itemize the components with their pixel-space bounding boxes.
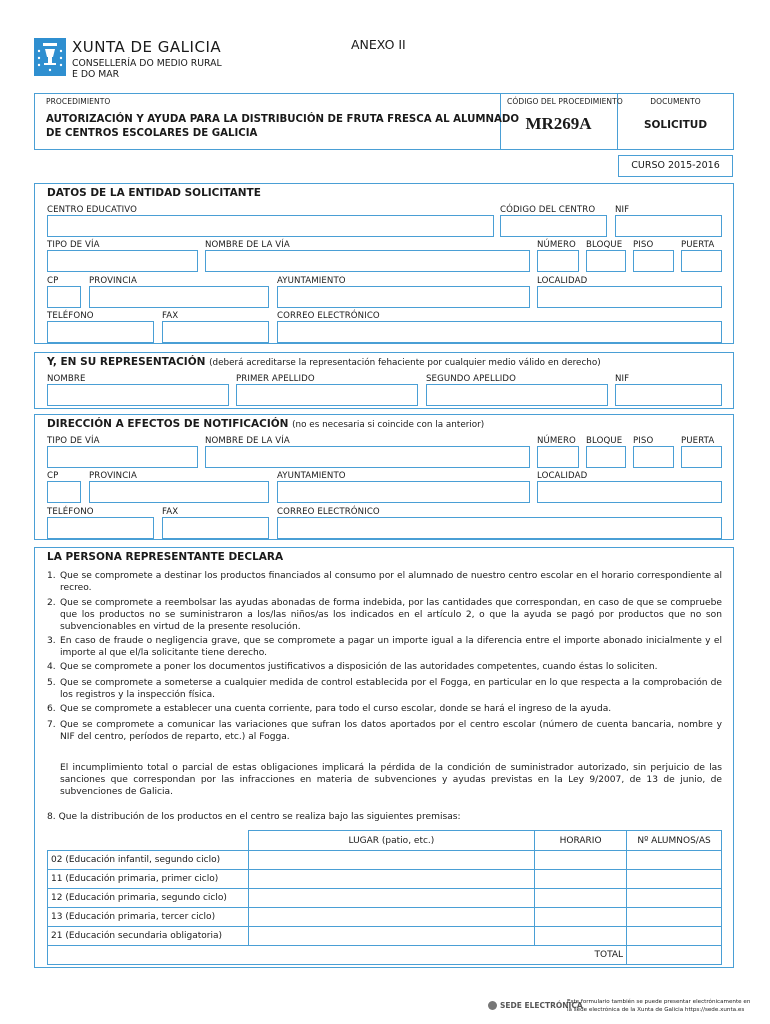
dept-line1: CONSELLERÍA DO MEDIO RURAL <box>72 58 222 69</box>
declaration-item-text: Que se compromete a poner los documentos justificativos a disposición de las autoridades competentes, cuando éstas lo soliciten. <box>60 662 658 672</box>
org-name: XUNTA DE GALICIA <box>72 38 222 56</box>
declaration-item-num: 4. <box>47 662 56 672</box>
telefono-input[interactable] <box>47 321 154 343</box>
n-correo-input[interactable] <box>277 517 722 539</box>
n-piso-input[interactable] <box>633 446 674 468</box>
declaration-item-4 <box>47 661 722 673</box>
horario-cell[interactable] <box>535 851 627 870</box>
row-label: 13 (Educación primaria, tercer ciclo) <box>48 908 249 927</box>
codigo-centro-input[interactable] <box>500 215 607 237</box>
course-label: CURSO 2015-2016 <box>631 160 720 171</box>
declaration-item-text: Que se compromete a reembolsar las ayudas abonadas de forma indebida, por las cantidades que correspondan, en caso de que se compruebe que los productos no se suministraron a los/las niños/as los indicados en el artículo 2, o que la ayuda se pagó por productos que no son subvencionables en virtud de la presente resolución. <box>60 598 722 633</box>
label-rep-apellido1: PRIMER APELLIDO <box>236 374 315 384</box>
declaration-item-num: 6. <box>47 704 56 714</box>
label-n-correo: CORREO ELECTRÓNICO <box>277 507 380 517</box>
label-rep-nombre: NOMBRE <box>47 374 86 384</box>
total-cell[interactable] <box>627 946 722 965</box>
label-n-tipo-via: TIPO DE VÍA <box>47 436 100 446</box>
rep-nombre-input[interactable] <box>47 384 229 406</box>
n-cp-input[interactable] <box>47 481 81 503</box>
label-cp: CP <box>47 276 59 286</box>
label-centro-educativo: CENTRO EDUCATIVO <box>47 205 137 215</box>
column-header-alumnos: Nº ALUMNOS/AS <box>627 831 722 851</box>
n-nombre-via-input[interactable] <box>205 446 530 468</box>
annex-title: ANEXO II <box>351 37 406 52</box>
declaration-item-6 <box>47 703 722 715</box>
declaration-item-num: 1. <box>47 571 56 581</box>
centro-educativo-input[interactable] <box>47 215 494 237</box>
declaration-item-num: 3. <box>47 636 56 646</box>
declaration-item-text: Que se compromete a someterse a cualquier medida de control establecida por el Fogga, en particular en lo que respecta a la comprobación de los registros y la inspección física. <box>60 678 722 701</box>
procedure-code-label: CÓDIGO DEL PROCEDIMIENTO <box>507 97 623 106</box>
document-label: DOCUMENTO <box>650 97 701 106</box>
footer-note-line2: la sede electrónica de la Xunta de Galicia https://sede.xunta.es <box>567 1007 745 1013</box>
provincia-input[interactable] <box>89 286 269 308</box>
representation-note: (deberá acreditarse la representación fehaciente por cualquier medio válido en derecho) <box>209 358 601 368</box>
lugar-cell[interactable] <box>248 908 534 927</box>
label-n-fax: FAX <box>162 507 179 517</box>
n-tipo-via-input[interactable] <box>47 446 198 468</box>
label-n-cp: CP <box>47 471 59 481</box>
row-label: 11 (Educación primaria, primer ciclo) <box>48 870 249 889</box>
declaration-item-text: Que se compromete a comunicar las variaciones que sufran los datos aportados por el centro escolar (número de cuenta bancaria, nombre y NIF del centro, períodos de reparto, etc.) al Fogga. <box>60 720 722 743</box>
declaration-item-text: En caso de fraude o negligencia grave, que se compromete a pagar un importe igual a la diferencia entre el importe abonado inicialmente y el importe al que el/la solicitante tiene derecho. <box>60 636 722 659</box>
rep-apellido1-input[interactable] <box>236 384 418 406</box>
declaration-item-3 <box>47 635 722 659</box>
lugar-cell[interactable] <box>248 889 534 908</box>
bloque-input[interactable] <box>586 250 626 272</box>
alumnos-cell[interactable] <box>627 927 722 946</box>
label-localidad: LOCALIDAD <box>537 276 588 286</box>
notification-note: (no es necesaria si coincide con la anterior) <box>292 420 485 430</box>
fax-input[interactable] <box>162 321 269 343</box>
label-n-puerta: PUERTA <box>681 436 715 446</box>
declaration-item-num: 5. <box>47 678 56 688</box>
n-provincia-input[interactable] <box>89 481 269 503</box>
label-provincia: PROVINCIA <box>89 276 137 286</box>
procedure-title-line1: AUTORIZACIÓN Y AYUDA PARA LA DISTRIBUCIÓN DE FRUTA FRESCA AL ALUMNADO <box>46 114 520 125</box>
label-n-nombre-via: NOMBRE DE LA VÍA <box>205 436 290 446</box>
table-row <box>48 908 722 927</box>
table-row <box>48 889 722 908</box>
horario-cell[interactable] <box>535 870 627 889</box>
row-label: 21 (Educación secundaria obligatoria) <box>48 927 249 946</box>
table-total-row <box>48 946 722 965</box>
alumnos-cell[interactable] <box>627 908 722 927</box>
declaration-item-1 <box>47 570 722 594</box>
ayuntamiento-input[interactable] <box>277 286 530 308</box>
document-type: SOLICITUD <box>643 119 708 131</box>
declaration-item-text: Que se compromete a establecer una cuenta corriente, para todo el curso escolar, donde se hará el ingreso de la ayuda. <box>60 704 612 714</box>
declaration-warning-text: El incumplimiento total o parcial de estas obligaciones implicará la pérdida de la condición de suministrador autorizado, sin perjuicio de las sanciones que correspondan por las infracciones en materia de subvenciones y ayudas previstas en la Ley 9/2007, de 13 de junio, de subvenciones de Galicia. <box>60 763 722 798</box>
horario-cell[interactable] <box>535 908 627 927</box>
label-bloque: BLOQUE <box>586 240 623 250</box>
label-puerta: PUERTA <box>681 240 715 250</box>
lugar-cell[interactable] <box>248 927 534 946</box>
cp-input[interactable] <box>47 286 81 308</box>
declaration-item-num: 7. <box>47 720 56 730</box>
label-n-bloque: BLOQUE <box>586 436 623 446</box>
declaration-item-text: Que se compromete a destinar los productos financiados al consumo por el alumnado de nuestro centro escolar en el horario correspondiente al recreo. <box>60 571 722 594</box>
label-tipo-via: TIPO DE VÍA <box>47 240 100 250</box>
localidad-input[interactable] <box>537 286 722 308</box>
procedure-title-line2: DE CENTROS ESCOLARES DE GALICIA <box>46 128 258 139</box>
lugar-cell[interactable] <box>248 851 534 870</box>
declaration-section-title: LA PERSONA REPRESENTANTE DECLARA <box>47 551 284 563</box>
n-fax-input[interactable] <box>162 517 269 539</box>
table-row <box>48 870 722 889</box>
n-puerta-input[interactable] <box>681 446 722 468</box>
sede-label: SEDE ELECTRÓNICA <box>500 1001 583 1010</box>
horario-cell[interactable] <box>535 889 627 908</box>
n-bloque-input[interactable] <box>586 446 626 468</box>
footer-note-line1: Este formulario también se puede presentar electrónicamente en <box>567 999 751 1005</box>
label-nif: NIF <box>615 205 630 215</box>
row-label: 12 (Educación primaria, segundo ciclo) <box>48 889 249 908</box>
rep-nif-input[interactable] <box>615 384 722 406</box>
label-piso: PISO <box>633 240 654 250</box>
label-n-localidad: LOCALIDAD <box>537 471 588 481</box>
n-localidad-input[interactable] <box>537 481 722 503</box>
alumnos-cell[interactable] <box>627 851 722 870</box>
rep-apellido2-input[interactable] <box>426 384 608 406</box>
label-ayuntamiento: AYUNTAMIENTO <box>277 276 346 286</box>
horario-cell[interactable] <box>535 927 627 946</box>
row-label: 02 (Educación infantil, segundo ciclo) <box>48 851 249 870</box>
procedure-code: MR269A <box>525 114 592 133</box>
n-numero-input[interactable] <box>537 446 579 468</box>
notification-title-text: DIRECCIÓN A EFECTOS DE NOTIFICACIÓN <box>47 418 289 430</box>
declaration-warning <box>47 762 722 799</box>
sede-icon <box>488 1001 497 1010</box>
declaration-item-8: 8. Que la distribución de los productos en el centro se realiza bajo las siguientes premisas: <box>47 812 461 822</box>
alumnos-cell[interactable] <box>627 889 722 908</box>
representation-section-title <box>47 356 601 368</box>
declaration-item-2 <box>47 597 722 634</box>
representation-title-text: Y, EN SU REPRESENTACIÓN <box>47 356 206 368</box>
label-n-provincia: PROVINCIA <box>89 471 137 481</box>
label-fax: FAX <box>162 311 179 321</box>
label-n-telefono: TELÉFONO <box>47 507 94 517</box>
xunta-logo-icon <box>34 38 66 76</box>
entity-section-title: DATOS DE LA ENTIDAD SOLICITANTE <box>47 187 261 199</box>
table-corner-cell <box>48 831 249 851</box>
label-numero: NÚMERO <box>537 240 576 250</box>
table-header-row <box>48 831 722 851</box>
notification-section-title <box>47 418 484 430</box>
numero-input[interactable] <box>537 250 579 272</box>
correo-input[interactable] <box>277 321 722 343</box>
label-n-numero: NÚMERO <box>537 436 576 446</box>
alumnos-cell[interactable] <box>627 870 722 889</box>
nombre-via-input[interactable] <box>205 250 530 272</box>
tipo-via-input[interactable] <box>47 250 198 272</box>
nif-input[interactable] <box>615 215 722 237</box>
n-telefono-input[interactable] <box>47 517 154 539</box>
total-label: TOTAL <box>48 946 627 965</box>
table-row <box>48 927 722 946</box>
piso-input[interactable] <box>633 250 674 272</box>
column-header-horario: HORARIO <box>535 831 627 851</box>
label-telefono: TELÉFONO <box>47 311 94 321</box>
column-header-lugar: LUGAR (patio, etc.) <box>248 831 534 851</box>
puerta-input[interactable] <box>681 250 722 272</box>
declaration-item-num: 2. <box>47 598 56 608</box>
label-nombre-via: NOMBRE DE LA VÍA <box>205 240 290 250</box>
distribution-table <box>47 830 722 965</box>
label-correo: CORREO ELECTRÓNICO <box>277 311 380 321</box>
n-ayuntamiento-input[interactable] <box>277 481 530 503</box>
label-n-ayuntamiento: AYUNTAMIENTO <box>277 471 346 481</box>
label-n-piso: PISO <box>633 436 654 446</box>
dept-line2: E DO MAR <box>72 69 120 80</box>
lugar-cell[interactable] <box>248 870 534 889</box>
label-rep-nif: NIF <box>615 374 630 384</box>
declaration-item-7 <box>47 719 722 743</box>
table-row <box>48 851 722 870</box>
procedure-label: PROCEDIMIENTO <box>46 97 111 106</box>
label-codigo-centro: CÓDIGO DEL CENTRO <box>500 205 596 215</box>
declaration-item-5 <box>47 677 722 701</box>
label-rep-apellido2: SEGUNDO APELLIDO <box>426 374 516 384</box>
